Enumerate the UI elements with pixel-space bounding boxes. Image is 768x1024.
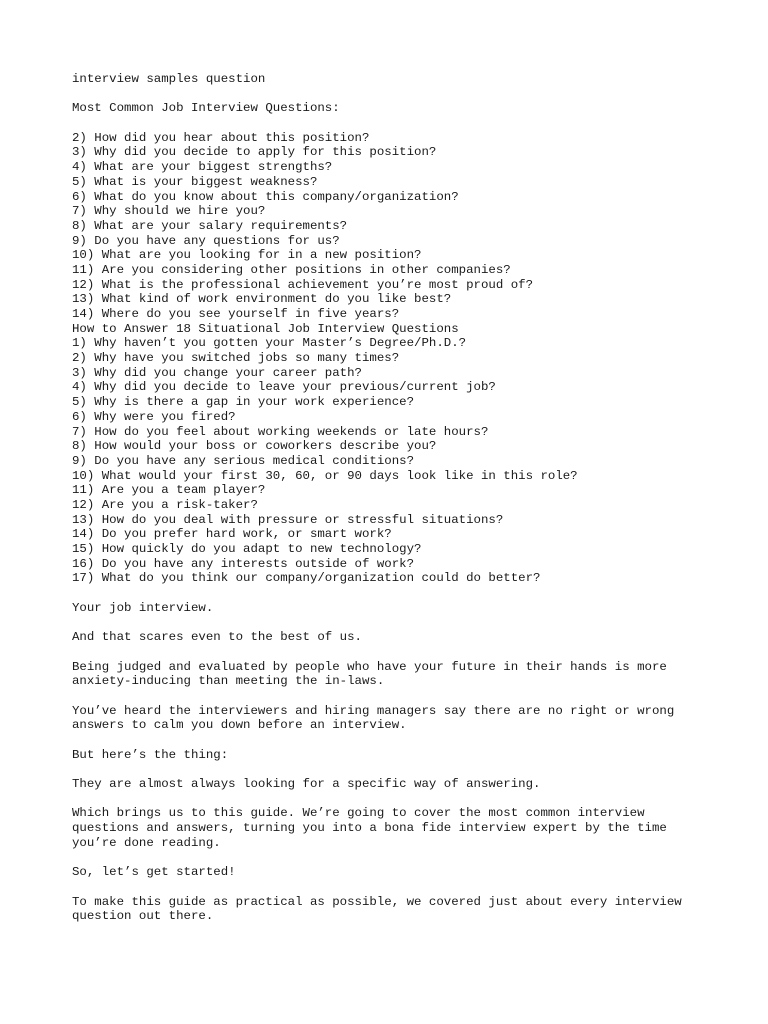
paragraph <box>72 601 712 616</box>
list-item: 6) What do you know about this company/organization? <box>72 189 459 204</box>
list-item: 11) Are you considering other positions in other companies? <box>72 262 511 277</box>
paragraph <box>72 895 712 924</box>
paragraph <box>72 704 712 733</box>
body-paragraphs <box>72 601 712 924</box>
spacer <box>72 792 712 807</box>
list-item: 12) What is the professional achievement you’re most proud of? <box>72 277 534 292</box>
paragraph-line: Your job interview. <box>72 600 214 615</box>
paragraph-line: To make this guide as practical as possible, we covered just about every interview <box>72 894 682 909</box>
spacer <box>72 645 712 660</box>
paragraph <box>72 777 712 792</box>
list-item: 2) Why have you switched jobs so many times? <box>72 351 400 366</box>
spacer <box>72 615 712 630</box>
list-item: 3) Why did you change your career path? <box>72 365 362 380</box>
spacer <box>72 850 712 865</box>
list-item: 17) What do you think our company/organization could do better? <box>72 571 541 586</box>
section1-list <box>72 131 712 322</box>
paragraph-line: answers to calm you down before an interview. <box>72 718 407 733</box>
paragraph-line: But here’s the thing: <box>72 747 229 762</box>
paragraph <box>72 865 712 880</box>
spacer <box>72 733 712 748</box>
spacer <box>72 87 712 102</box>
paragraph <box>72 748 712 763</box>
section1-heading: Most Common Job Interview Questions: <box>72 101 340 116</box>
list-item: 5) What is your biggest weakness? <box>72 174 318 189</box>
list-item: 10) What are you looking for in a new position? <box>72 248 422 263</box>
spacer <box>72 689 712 704</box>
list-item: 3) Why did you decide to apply for this position? <box>72 145 437 160</box>
list-item: 9) Do you have any questions for us? <box>72 233 340 248</box>
list-item: 14) Do you prefer hard work, or smart work? <box>72 527 392 542</box>
list-item: 4) Why did you decide to leave your previous/current job? <box>72 380 496 395</box>
document-page <box>72 72 712 924</box>
document-title: interview samples question <box>72 72 266 86</box>
list-item: 2) How did you hear about this position? <box>72 130 370 145</box>
list-item: 16) Do you have any interests outside of work? <box>72 556 415 571</box>
list-item: 13) How do you deal with pressure or stressful situations? <box>72 512 504 527</box>
paragraph-line: question out there. <box>72 909 214 924</box>
list-item: 8) What are your salary requirements? <box>72 218 348 233</box>
list-item: 9) Do you have any serious medical conditions? <box>72 453 415 468</box>
paragraph-line: questions and answers, turning you into a bona fide interview expert by the time <box>72 821 667 836</box>
list-item: 13) What kind of work environment do you like best? <box>72 292 452 307</box>
list-item: 7) How do you feel about working weekends or late hours? <box>72 424 489 439</box>
paragraph-line: They are almost always looking for a specific way of answering. <box>72 777 541 791</box>
paragraph <box>72 806 712 850</box>
paragraph-line: And that scares even to the best of us. <box>72 630 362 645</box>
spacer <box>72 762 712 777</box>
list-item: 14) Where do you see yourself in five years? <box>72 307 400 321</box>
list-item: 5) Why is there a gap in your work experience? <box>72 395 415 410</box>
paragraph <box>72 630 712 645</box>
list-item: 10) What would your first 30, 60, or 90 days look like in this role? <box>72 468 578 483</box>
list-item: 12) Are you a risk-taker? <box>72 497 258 512</box>
section2-heading: How to Answer 18 Situational Job Interview Questions <box>72 321 459 336</box>
paragraph-line: anxiety-inducing than meeting the in-laws. <box>72 674 385 689</box>
paragraph-line: So, let’s get started! <box>72 865 236 880</box>
spacer <box>72 586 712 601</box>
paragraph-line: you’re done reading. <box>72 835 221 850</box>
list-item: 8) How would your boss or coworkers describe you? <box>72 439 437 454</box>
list-item: 15) How quickly do you adapt to new technology? <box>72 542 422 556</box>
list-item: 6) Why were you fired? <box>72 409 236 424</box>
list-item: 1) Why haven’t you gotten your Master’s Degree/Ph.D.? <box>72 336 467 351</box>
paragraph <box>72 660 712 689</box>
spacer <box>72 116 712 131</box>
list-item: 7) Why should we hire you? <box>72 204 266 219</box>
list-item: 4) What are your biggest strengths? <box>72 160 333 175</box>
spacer <box>72 880 712 895</box>
paragraph-line: Being judged and evaluated by people who have your future in their hands is more <box>72 659 667 674</box>
paragraph-line: Which brings us to this guide. We’re going to cover the most common interview <box>72 806 645 821</box>
paragraph-line: You’ve heard the interviewers and hiring managers say there are no right or wrong <box>72 703 675 718</box>
section2-list <box>72 336 712 586</box>
list-item: 11) Are you a team player? <box>72 483 266 498</box>
